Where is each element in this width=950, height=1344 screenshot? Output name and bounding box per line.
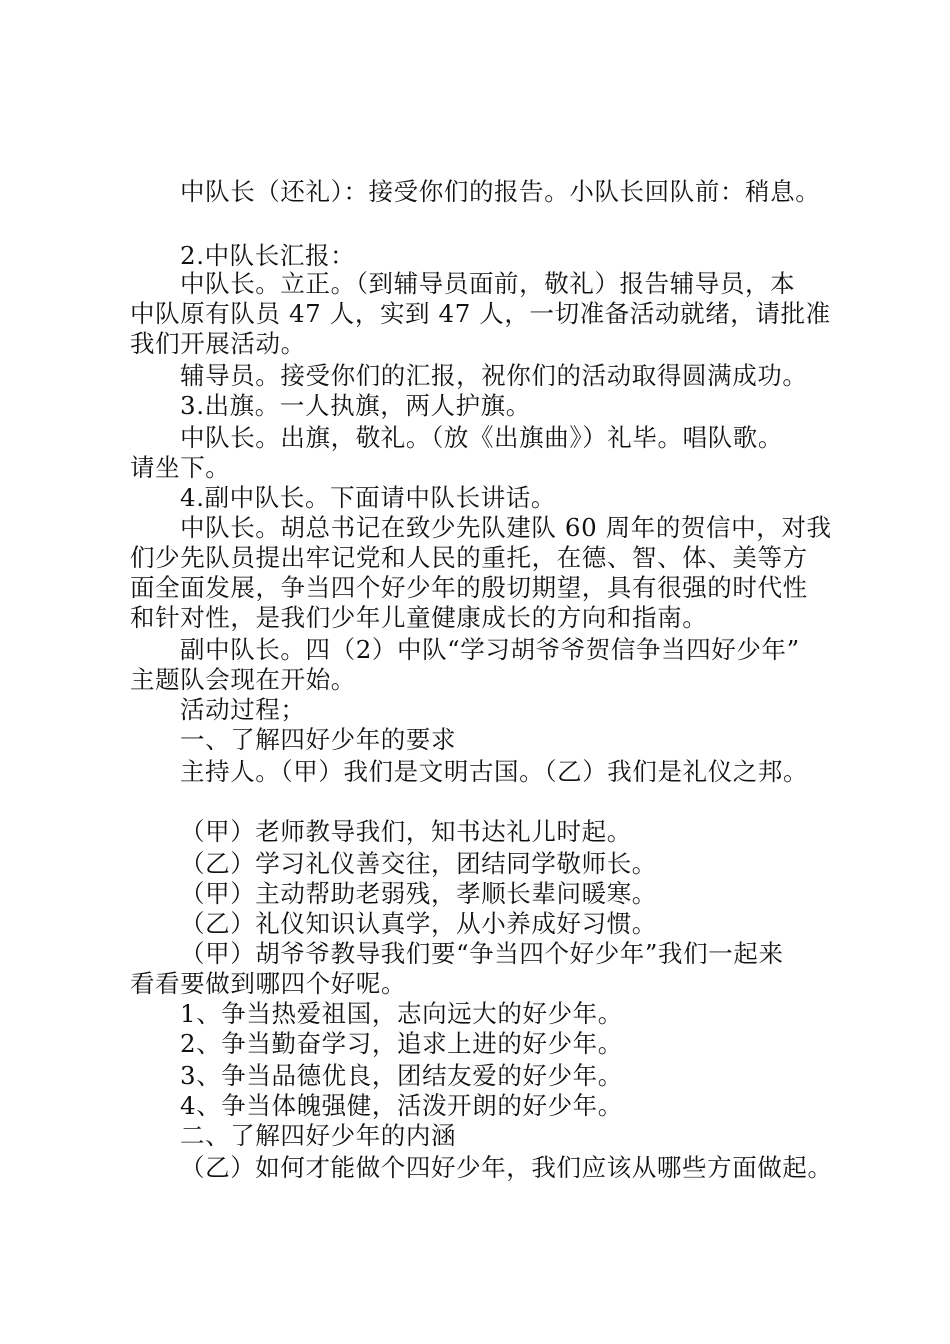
text-line-22: （甲）主动帮助老弱残，孝顺长辈问暖寒。 bbox=[180, 879, 657, 908]
text-line-10: 4.副中队长。下面请中队长讲话。 bbox=[180, 483, 556, 512]
text-line-23: （乙）礼仪知识认真学，从小养成好习惯。 bbox=[180, 909, 657, 938]
text-line-13: 面全面发展，争当四个好少年的殷切期望，具有很强的时代性 bbox=[130, 573, 808, 602]
text-line-12: 们少先队员提出牢记党和人民的重托，在德、智、体、美等方 bbox=[130, 543, 808, 572]
text-line-5: 我们开展活动。 bbox=[130, 329, 306, 358]
text-line-8: 中队长。出旗，敬礼。（放《出旗曲》）礼毕。唱队歌。 bbox=[180, 423, 783, 452]
text-line-3: 中队长。立正。（到辅导员面前，敬礼）报告辅导员，本 bbox=[180, 269, 796, 298]
text-line-14: 和针对性，是我们少年儿童健康成长的方向和指南。 bbox=[130, 603, 708, 632]
text-line-4: 中队原有队员 47 人，实到 47 人，一切准备活动就绪，请批准 bbox=[130, 299, 831, 328]
text-line-9: 请坐下。 bbox=[130, 453, 231, 482]
text-line-28: 3、争当品德优良，团结友爱的好少年。 bbox=[180, 1061, 623, 1090]
text-line-19: 主持人。（甲）我们是文明古国。（乙）我们是礼仪之邦。 bbox=[180, 757, 809, 786]
text-line-18: 一、了解四好少年的要求 bbox=[180, 725, 457, 754]
text-line-15: 副中队长。四（2）中队“学习胡爷爷贺信争当四好少年” bbox=[180, 635, 800, 664]
text-line-29: 4、争当体魄强健，活泼开朗的好少年。 bbox=[180, 1091, 623, 1120]
text-line-20: （甲）老师教导我们，知书达礼儿时起。 bbox=[180, 817, 632, 846]
text-line-1: 中队长（还礼）：接受你们的报告。小队长回队前：稍息。 bbox=[180, 177, 821, 206]
text-line-11: 中队长。胡总书记在致少先队建队 60 周年的贺信中，对我 bbox=[180, 513, 832, 542]
text-line-27: 2、争当勤奋学习，追求上进的好少年。 bbox=[180, 1029, 623, 1058]
text-line-24: （甲）胡爷爷教导我们要“争当四个好少年”我们一起来 bbox=[180, 939, 784, 968]
text-line-7: 3.出旗。一人执旗，两人护旗。 bbox=[180, 391, 531, 420]
text-line-2: 2.中队长汇报： bbox=[180, 241, 356, 270]
text-line-21: （乙）学习礼仪善交往，团结同学敬师长。 bbox=[180, 849, 657, 878]
text-line-26: 1、争当热爱祖国，志向远大的好少年。 bbox=[180, 999, 623, 1028]
text-line-16: 主题队会现在开始。 bbox=[130, 665, 356, 694]
text-line-6: 辅导员。接受你们的汇报，祝你们的活动取得圆满成功。 bbox=[180, 361, 808, 390]
text-line-17: 活动过程； bbox=[180, 695, 306, 724]
text-line-25: 看看要做到哪四个好呢。 bbox=[130, 969, 407, 998]
text-line-30: 二、了解四好少年的内涵 bbox=[180, 1121, 457, 1150]
text-line-31: （乙）如何才能做个四好少年，我们应该从哪些方面做起。 bbox=[180, 1153, 833, 1182]
